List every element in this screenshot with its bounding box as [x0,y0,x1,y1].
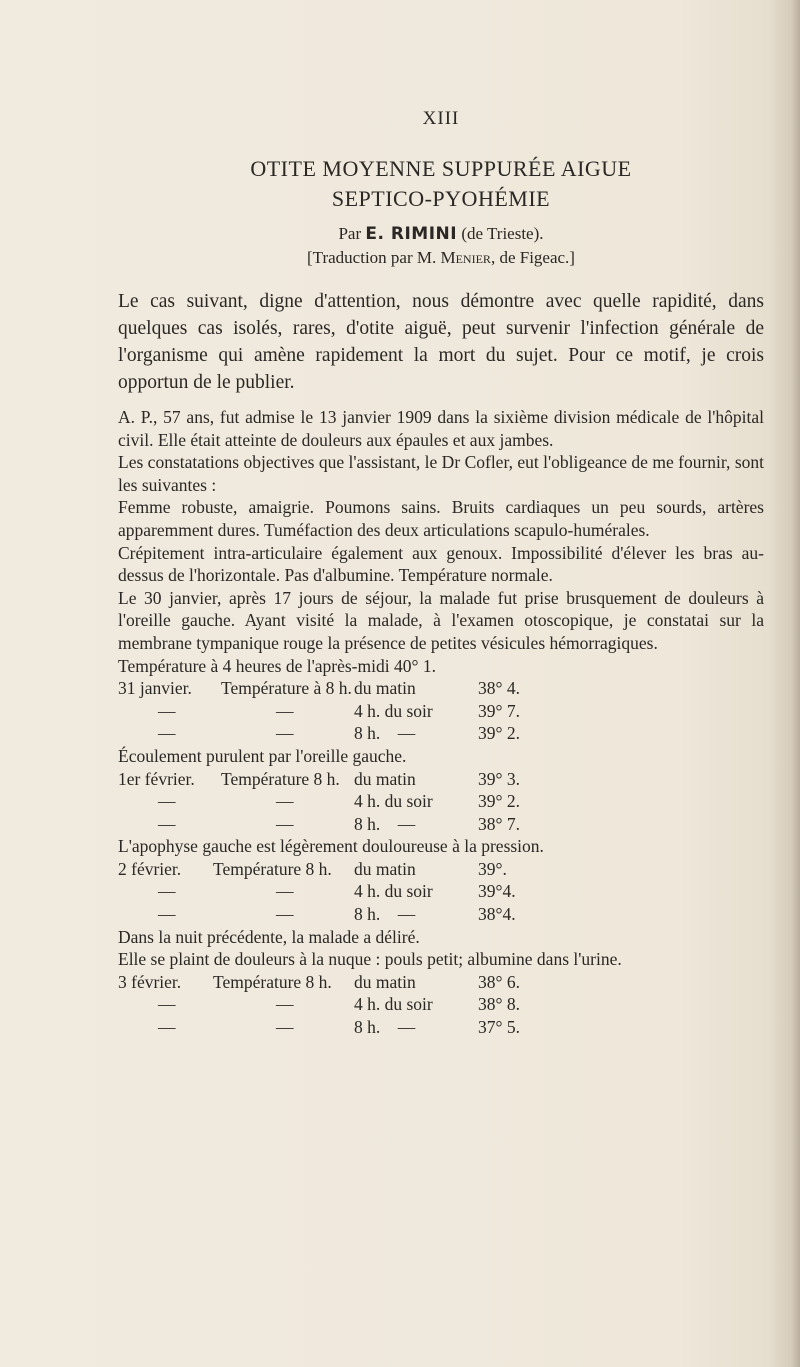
temperature-cell-d: 38° 7. [478,813,520,834]
page-edge [790,0,800,1367]
temperature-cell-a: — [158,723,176,744]
temperature-cell-a: 31 janvier. [118,678,192,699]
translation-suffix: , de Figeac.] [490,248,575,267]
temperature-row [118,858,764,881]
clinical-note: Température à 4 heures de l'après-midi 40° 1. [118,655,436,676]
temperature-cell-c: 4 h. du soir [354,700,433,721]
temperature-cell-c: 8 h. — [354,723,416,744]
temperature-row [118,768,764,791]
temperature-cell-d: 37° 5. [478,1017,520,1038]
temperature-cell-b: — [276,1017,294,1038]
body-paragraph: Femme robuste, amaigrie. Poumons sains. Bruits cardiaques un peu sourds, artères apparemment dures. Tuméfaction des deux articulations scapulo-humérales. [118,497,764,540]
body-paragraph: Le 30 janvier, après 17 jours de séjour, la malade fut prise brusquement de douleurs à l'oreille gauche. Ayant visité la malade, à l'examen otoscopique, je constatai sur la membrane tympanique rouge la présence de petites vésicules hémorragiques. [118,587,764,653]
byline-prefix: Par [338,224,362,243]
byline [118,222,764,246]
temperature-cell-b: Température 8 h. [213,971,332,992]
temperature-cell-b: Température à 8 h. [221,678,352,699]
temperature-cell-c: du matin [354,858,416,879]
temperature-row [118,700,764,723]
temperature-row [118,993,764,1016]
temperature-cell-c: 8 h. — [354,813,416,834]
temperature-cell-a: — [158,813,176,834]
temperature-cell-b: — [276,904,294,925]
temperature-cell-d: 39° 7. [478,700,520,721]
author-name: E. RIMINI [365,224,458,244]
temperature-log [118,655,764,1039]
temperature-cell-c: 4 h. du soir [354,881,433,902]
temperature-cell-d: 38° 8. [478,994,520,1015]
translator-name: Menier [440,248,491,267]
temperature-cell-a: — [158,791,176,812]
body-paragraph: Les constatations objectives que l'assistant, le Dr Cofler, eut l'obligeance de me fournir, sont les suivantes : [118,452,764,495]
temperature-cell-a: — [158,700,176,721]
temperature-row [118,1016,764,1039]
intro-paragraph: Le cas suivant, digne d'attention, nous démontre avec quelle rapidité, dans quelques cas isolés, rares, d'otite aiguë, peut survenir l'infection générale de l'organisme qui amène rapidement la mort du sujet. Pour ce motif, je crois opportun de le publier. [118,291,764,393]
chapter-number: XIII [422,108,460,129]
temperature-cell-a: 2 février. [118,858,182,879]
temperature-cell-d: 39°. [478,858,507,879]
clinical-note: Écoulement purulent par l'oreille gauche. [118,745,407,766]
page-content [118,108,764,1039]
article-title-line-2: SEPTICO-PYOHÉMIE [331,186,551,211]
temperature-cell-d: 38° 4. [478,678,520,699]
temperature-cell-d: 38°4. [478,904,516,925]
translation-prefix: [Traduction par M. [307,248,437,267]
body-paragraph: A. P., 57 ans, fut admise le 13 janvier 1909 dans la sixième division médicale de l'hôpital civil. Elle était atteinte de douleurs aux épaules et aux jambes. [118,407,764,450]
temperature-cell-b: Température 8 h. [213,858,332,879]
temperature-cell-c: 8 h. — [354,1017,416,1038]
temperature-cell-d: 39° 3. [478,768,520,789]
temperature-cell-b: — [276,813,294,834]
temperature-row [118,790,764,813]
temperature-row [118,722,764,745]
temperature-cell-b: — [276,881,294,902]
temperature-cell-c: 4 h. du soir [354,994,433,1015]
temperature-cell-b: — [276,700,294,721]
temperature-cell-d: 38° 6. [478,971,520,992]
temperature-cell-a: 1er février. [118,768,195,789]
temperature-cell-a: — [158,904,176,925]
temperature-row [118,677,764,700]
temperature-cell-b: — [276,994,294,1015]
temperature-cell-a: 3 février. [118,971,182,992]
temperature-row [118,813,764,836]
temperature-cell-c: 4 h. du soir [354,791,433,812]
temperature-cell-d: 39° 2. [478,791,520,812]
temperature-cell-b: — [276,723,294,744]
article-title-line-1: OTITE MOYENNE SUPPURÉE AIGUE [250,156,632,181]
temperature-row [118,903,764,926]
clinical-note: Elle se plaint de douleurs à la nuque : pouls petit; albumine dans l'urine. [118,949,622,970]
temperature-cell-c: du matin [354,971,416,992]
temperature-cell-d: 39° 2. [478,723,520,744]
clinical-note: Dans la nuit précédente, la malade a déliré. [118,926,420,947]
temperature-row [118,971,764,994]
author-place: (de Trieste). [461,224,544,243]
clinical-note: L'apophyse gauche est légèrement douloureuse à la pression. [118,836,544,857]
temperature-cell-b: — [276,791,294,812]
temperature-cell-a: — [158,994,176,1015]
temperature-cell-b: Température 8 h. [221,768,340,789]
temperature-row [118,880,764,903]
translation-credit [118,246,764,270]
temperature-cell-a: — [158,881,176,902]
body-paragraph: Crépitement intra-articulaire également aux genoux. Impossibilité d'élever les bras au-dessus de l'horizontale. Pas d'albumine. Température normale. [118,542,764,586]
temperature-cell-c: du matin [354,768,416,789]
body-paragraphs [118,406,764,655]
temperature-cell-c: 8 h. — [354,904,416,925]
temperature-cell-a: — [158,1017,176,1038]
temperature-cell-c: du matin [354,678,416,699]
temperature-cell-d: 39°4. [478,881,516,902]
